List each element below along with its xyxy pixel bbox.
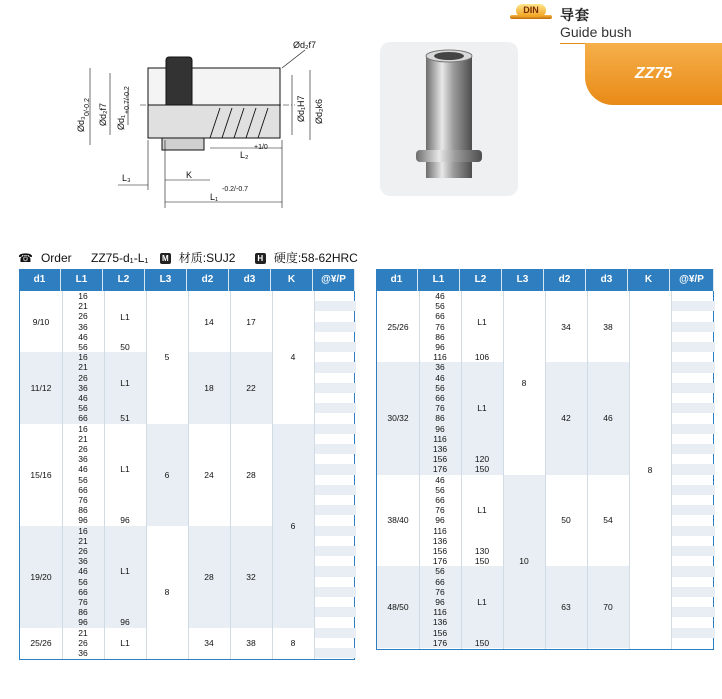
table-header (376, 269, 714, 291)
l1-cell: 26 (78, 311, 88, 322)
l1-cell: 26 (78, 637, 88, 648)
product-title-cn: 导套 (560, 7, 590, 23)
column-header: d2 (544, 269, 586, 291)
l1-cell: 116 (419, 434, 461, 444)
l1-cell: 86 (62, 607, 104, 617)
l1-cell: 36 (78, 321, 88, 332)
column-divider (629, 291, 630, 649)
price-cell (671, 403, 715, 413)
l1-cell: 66 (78, 484, 88, 495)
d1-cell: 30/32 (377, 362, 419, 474)
l1-cell: 156 (419, 628, 461, 638)
column-header: d1 (19, 269, 61, 291)
price-cell (314, 454, 356, 464)
column-header: @¥/P (313, 269, 355, 291)
d3-cell: 28 (246, 469, 256, 480)
l2-extra-cell: 51 (104, 413, 146, 423)
table-body (376, 291, 714, 650)
l2-extra-cell: 130 (474, 546, 490, 557)
l2-extra-cell: 96 (120, 515, 130, 526)
l2-cell: L1 (477, 505, 487, 516)
product-code-tab (585, 43, 722, 105)
guide-bush-section-drawing (70, 30, 370, 225)
l1-cell: 46 (62, 393, 104, 403)
price-cell (671, 342, 715, 352)
l1-cell: 16 (62, 352, 104, 362)
l1-cell: 76 (419, 587, 461, 597)
l1-cell: 156 (432, 546, 448, 557)
brand-header (510, 2, 710, 46)
price-cell (314, 495, 356, 505)
order-code: ZZ75-d₁-L₁ (90, 251, 149, 265)
price-cell (314, 373, 356, 383)
dim-d2k6: Ød₂k6 (314, 98, 324, 124)
dim-k: K (186, 170, 193, 180)
l1-cell: 116 (433, 352, 447, 363)
price-cell (671, 628, 715, 638)
d3-cell: 46 (587, 362, 629, 474)
l2-cell: L1 (477, 316, 487, 327)
l1-cell: 96 (435, 342, 445, 353)
table-body (19, 291, 355, 660)
d3-cell: 38 (603, 321, 613, 332)
l1-cell: 46 (435, 291, 445, 302)
price-cell (314, 526, 356, 536)
price-cell (671, 291, 715, 301)
column-divider (146, 291, 147, 659)
l1-cell: 96 (419, 424, 461, 434)
price-cell (671, 536, 715, 546)
dim-l2: L₂ (240, 150, 249, 160)
l1-cell: 86 (78, 505, 88, 516)
d2-cell: 28 (188, 526, 230, 628)
l1-cell: 21 (78, 433, 88, 444)
l3-cell: 8 (164, 586, 170, 597)
column-divider (188, 291, 189, 659)
price-cell (671, 607, 715, 617)
hardness-icon: H (255, 253, 266, 264)
price-cell (314, 413, 356, 423)
l1-cell: 21 (78, 301, 88, 312)
d3-cell: 32 (230, 526, 272, 628)
price-cell (314, 352, 356, 362)
price-cell (671, 597, 715, 607)
price-cell (671, 413, 715, 423)
d1-cell: 48/50 (377, 566, 419, 648)
price-cell (314, 505, 356, 515)
l1-cell: 56 (78, 474, 88, 485)
l1-cell: 66 (419, 393, 461, 403)
dim-d2f7-top: Ød₂f7 (293, 40, 317, 50)
price-cell (314, 322, 356, 332)
l2-cell: L1 (120, 464, 130, 475)
d3-cell: 54 (603, 515, 613, 526)
l2-extra-cell: 106 (474, 352, 490, 363)
hardness-label: 硬度:58-62HRC (273, 251, 358, 265)
column-divider (62, 291, 63, 659)
d2-cell: 63 (545, 566, 587, 648)
k-cell: 8 (290, 637, 296, 648)
l1-cell: 36 (62, 383, 104, 393)
price-cell (314, 485, 356, 495)
column-header: d2 (187, 269, 229, 291)
d3-cell: 38 (246, 637, 256, 648)
l1-cell: 36 (419, 362, 461, 372)
l1-cell: 66 (62, 587, 104, 597)
l1-cell: 56 (78, 342, 88, 353)
order-label: Order (40, 251, 72, 265)
price-cell (671, 556, 715, 566)
column-header: L3 (145, 269, 187, 291)
l1-cell: 76 (78, 495, 88, 506)
column-header: L1 (61, 269, 103, 291)
l2-extra-cell: 150 (474, 556, 490, 567)
column-divider (314, 291, 315, 659)
price-cell (671, 352, 715, 362)
product-title-en: Guide bush (560, 24, 632, 40)
table-header (19, 269, 355, 291)
l1-cell: 16 (78, 423, 88, 434)
l1-cell: 56 (435, 484, 445, 495)
price-cell (671, 454, 715, 464)
price-cell (671, 424, 715, 434)
l1-cell: 21 (78, 627, 88, 638)
l3-cell: 6 (146, 424, 188, 526)
price-cell (314, 617, 356, 627)
price-cell (314, 301, 356, 311)
price-cell (314, 597, 356, 607)
d1-cell: 9/10 (32, 316, 50, 327)
l1-cell: 46 (78, 464, 88, 475)
l1-cell: 76 (419, 403, 461, 413)
price-cell (671, 475, 715, 485)
price-cell (314, 566, 356, 576)
price-cell (314, 403, 356, 413)
price-cell (671, 526, 715, 536)
guide-bush-photo-icon (380, 42, 518, 196)
dim-l1-tol: -0.2/-0.7 (222, 186, 249, 193)
d3-cell: 17 (246, 316, 256, 327)
l3-cell: 10 (503, 475, 545, 648)
l1-cell: 86 (435, 331, 445, 342)
price-cell (314, 311, 356, 321)
d1-cell: 25/26 (30, 637, 52, 648)
l2-cell: L1 (120, 311, 130, 322)
price-cell (314, 434, 356, 444)
material-section (160, 251, 244, 265)
price-cell (671, 617, 715, 627)
l1-cell: 96 (435, 515, 445, 526)
l1-cell: 26 (62, 546, 104, 556)
l2-cell: L1 (104, 526, 146, 618)
l2-extra-cell: 50 (120, 342, 130, 353)
product-photo (380, 42, 518, 196)
l1-cell: 136 (419, 617, 461, 627)
l3-cell: 5 (164, 352, 170, 363)
price-cell (314, 424, 356, 434)
price-cell (671, 515, 715, 525)
l1-cell: 76 (435, 505, 445, 516)
price-cell (314, 587, 356, 597)
l1-cell: 26 (78, 444, 88, 455)
order-section (18, 251, 80, 265)
spec-table-left (19, 269, 355, 660)
d2-cell: 42 (545, 362, 587, 474)
column-header: L1 (418, 269, 460, 291)
d2-cell: 14 (204, 316, 214, 327)
l1-cell: 66 (419, 577, 461, 587)
l1-cell: 46 (419, 373, 461, 383)
price-cell (314, 577, 356, 587)
column-header: d3 (229, 269, 271, 291)
l1-cell: 86 (419, 413, 461, 423)
l1-cell: 36 (62, 556, 104, 566)
price-cell (314, 638, 356, 648)
price-cell (671, 485, 715, 495)
l1-cell: 56 (62, 577, 104, 587)
l1-cell: 16 (78, 291, 88, 302)
l2-extra-cell: 150 (461, 464, 503, 474)
l1-cell: 56 (62, 403, 104, 413)
price-cell (671, 362, 715, 372)
d1-cell: 19/20 (20, 526, 62, 628)
dim-d1h7: Ød₁H7 (296, 95, 306, 122)
l2-cell: L1 (104, 352, 146, 413)
d1-cell: 25/26 (387, 321, 409, 332)
technical-drawing (70, 30, 370, 225)
l2-cell: L1 (120, 637, 130, 648)
dim-d1: Ød₁ (116, 114, 126, 130)
price-cell (314, 628, 356, 638)
price-cell (314, 464, 356, 474)
l1-cell: 96 (419, 597, 461, 607)
column-divider (419, 291, 420, 649)
column-header: L3 (502, 269, 544, 291)
price-cell (671, 505, 715, 515)
dim-l2-tol: +1/0 (254, 144, 268, 151)
l2-cell: L1 (461, 566, 503, 637)
price-cell (671, 373, 715, 383)
d3-cell: 70 (587, 566, 629, 648)
l1-cell: 56 (419, 566, 461, 576)
d2-cell: 50 (561, 515, 571, 526)
price-cell (314, 393, 356, 403)
price-cell (671, 434, 715, 444)
l1-cell: 21 (62, 536, 104, 546)
column-divider (587, 291, 588, 649)
column-header: @¥/P (670, 269, 714, 291)
price-cell (671, 311, 715, 321)
dim-l1: L₁ (210, 192, 219, 202)
l1-cell: 116 (433, 525, 447, 536)
column-divider (230, 291, 231, 659)
dim-l3: L₃ (122, 173, 131, 183)
price-cell (671, 322, 715, 332)
l1-cell: 36 (78, 454, 88, 465)
dim-d1-tol: +0.7/-0.2 (124, 86, 131, 114)
price-cell (671, 495, 715, 505)
column-header: L2 (103, 269, 145, 291)
dim-d3: Ød₃ (76, 116, 86, 132)
price-cell (671, 464, 715, 474)
column-header: d3 (586, 269, 628, 291)
price-cell (671, 546, 715, 556)
price-cell (314, 291, 356, 301)
column-header: d1 (376, 269, 418, 291)
l1-cell: 36 (78, 648, 88, 659)
l1-cell: 46 (435, 474, 445, 485)
column-divider (503, 291, 504, 649)
price-cell (314, 515, 356, 525)
l1-cell: 96 (78, 515, 88, 526)
l1-cell: 156 (419, 454, 461, 464)
column-header: K (271, 269, 313, 291)
l1-cell: 66 (435, 495, 445, 506)
column-header: K (628, 269, 670, 291)
price-cell (671, 566, 715, 576)
l1-cell: 56 (435, 301, 445, 312)
l1-cell: 116 (419, 607, 461, 617)
k-cell: 6 (272, 424, 314, 628)
material-icon: M (160, 253, 171, 264)
column-divider (104, 291, 105, 659)
price-cell (314, 444, 356, 454)
d1-cell: 11/12 (20, 352, 62, 423)
material-label: 材质:SUJ2 (178, 251, 236, 265)
l1-cell: 66 (435, 311, 445, 322)
hardness-section (255, 251, 366, 265)
price-cell (671, 332, 715, 342)
order-info-line (18, 249, 374, 266)
l2-extra-cell: 150 (461, 638, 503, 648)
l1-cell: 16 (62, 526, 104, 536)
price-cell (671, 444, 715, 454)
l2-extra-cell: 120 (461, 454, 503, 464)
l1-cell: 21 (62, 362, 104, 372)
price-cell (314, 546, 356, 556)
l1-cell: 76 (62, 597, 104, 607)
column-divider (545, 291, 546, 649)
l1-cell: 66 (62, 413, 104, 423)
price-cell (314, 556, 356, 566)
price-cell (314, 362, 356, 372)
l2-extra-cell: 96 (104, 617, 146, 627)
price-cell (671, 638, 715, 648)
d1-cell: 38/40 (387, 515, 409, 526)
l1-cell: 46 (62, 566, 104, 576)
price-cell (671, 301, 715, 311)
d2-cell: 18 (188, 352, 230, 423)
l1-cell: 56 (419, 383, 461, 393)
price-cell (314, 475, 356, 485)
price-cell (671, 577, 715, 587)
l1-cell: 136 (432, 535, 448, 546)
price-cell (314, 342, 356, 352)
d1-cell: 15/16 (30, 469, 52, 480)
l2-cell: L1 (461, 362, 503, 454)
l3-cell: 8 (521, 377, 527, 388)
product-code: ZZ75 (634, 65, 673, 82)
dim-d2f7-left: Ød₂f7 (98, 102, 108, 126)
dim-d3-tol: 0/-0.2 (84, 98, 91, 116)
price-cell (671, 393, 715, 403)
price-cell (671, 383, 715, 393)
d2-cell: 34 (204, 637, 214, 648)
column-divider (671, 291, 672, 649)
spec-table-right (376, 269, 714, 650)
l1-cell: 96 (62, 617, 104, 627)
column-divider (272, 291, 273, 659)
l1-cell: 136 (419, 444, 461, 454)
l1-cell: 176 (419, 464, 461, 474)
l1-cell: 176 (432, 556, 448, 567)
l1-cell: 46 (78, 331, 88, 342)
d2-cell: 34 (561, 321, 571, 332)
price-cell (314, 383, 356, 393)
din-badge: DIN (516, 4, 546, 17)
price-cell (314, 536, 356, 546)
l1-cell: 26 (62, 373, 104, 383)
phone-icon: ☎ (18, 251, 33, 265)
price-cell (314, 607, 356, 617)
k-cell: 4 (290, 352, 296, 363)
d2-cell: 24 (204, 469, 214, 480)
d3-cell: 22 (230, 352, 272, 423)
k-cell: 8 (647, 464, 653, 475)
price-cell (314, 332, 356, 342)
column-divider (461, 291, 462, 649)
price-cell (671, 587, 715, 597)
price-cell (314, 648, 356, 658)
l1-cell: 76 (435, 321, 445, 332)
column-header: L2 (460, 269, 502, 291)
l1-cell: 176 (419, 638, 461, 648)
